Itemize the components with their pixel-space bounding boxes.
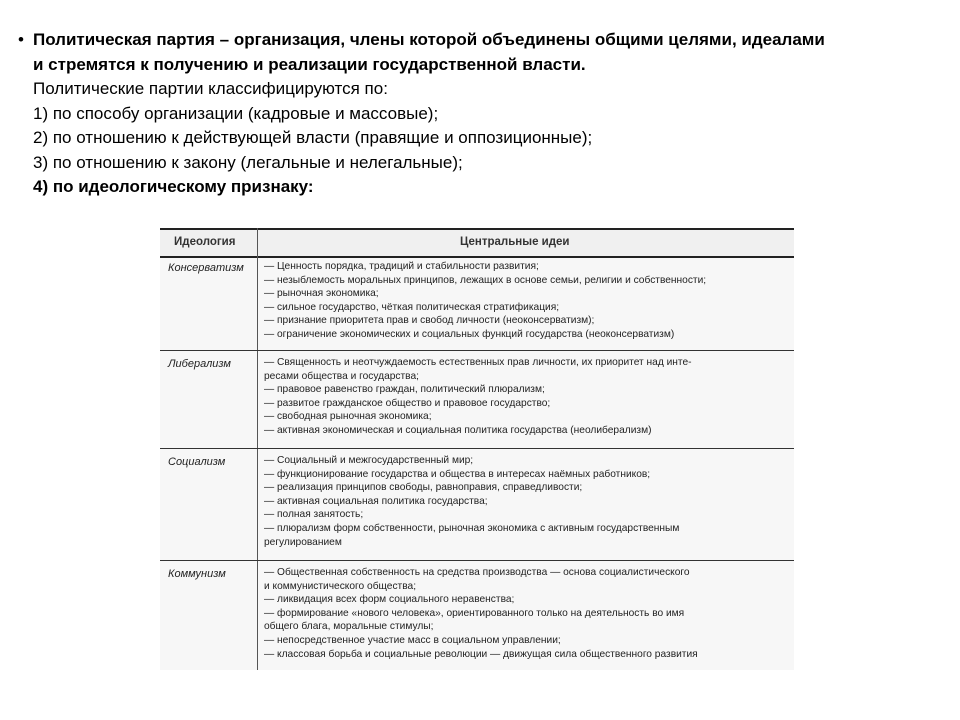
table-row-socialism (160, 450, 794, 561)
slide-text (18, 28, 938, 200)
idea-line: общего блага, моральные стимулы; (264, 621, 434, 633)
idea-line: — полная занятость; (264, 509, 364, 521)
classification-item-3: 3) по отношению к закону (легальные и нелегальные); (33, 152, 463, 172)
classification-item-4: 4) по идеологическому признаку: (33, 177, 314, 196)
table-row-conservatism (160, 256, 794, 351)
row-name: Коммунизм (168, 568, 226, 580)
idea-line: — ликвидация всех форм социального неравенства; (264, 594, 515, 606)
idea-line: — Общественная собственность на средства производства — основа социалистического (264, 567, 690, 578)
idea-line: и коммунистического общества; (264, 580, 417, 592)
bullet-item (18, 28, 938, 200)
table-row-liberalism (160, 352, 794, 449)
classification-intro: Политические партии классифицируются по: (33, 79, 388, 98)
idea-line: — свободная рыночная экономика; (264, 411, 432, 423)
row-name: Либерализм (168, 358, 231, 370)
idea-line: регулированием (264, 536, 342, 548)
idea-line: — функционирование государства и общества в интересах наёмных работников; (264, 468, 651, 480)
row-ideas (264, 566, 790, 661)
idea-line: — правовое равенство граждан, политический плюрализм; (264, 384, 545, 396)
idea-line: — непосредственное участие масс в социальном управлении; (264, 634, 561, 646)
row-ideas (264, 260, 790, 342)
classification-item-1: 1) по способу организации (кадровые и массовые); (33, 103, 439, 123)
idea-line: — ограничение экономических и социальных функций государства (неоконсерватизм) (264, 328, 675, 340)
idea-line: — сильное государство, чёткая политическая стратификация; (264, 301, 560, 313)
table-row-communism (160, 562, 794, 670)
row-name: Социализм (168, 456, 226, 468)
idea-line: — Социальный и межгосударственный мир; (264, 455, 474, 466)
idea-line: — Ценность порядка, традиций и стабильности развития; (264, 261, 539, 272)
idea-line: — активная социальная политика государства; (264, 495, 488, 507)
idea-line: — плюрализм форм собственности, рыночная экономика с активным государственным (264, 522, 680, 534)
idea-line: — рыночная экономика; (264, 288, 379, 300)
idea-line: ресами общества и государства; (264, 370, 419, 382)
idea-line: — признание приоритета прав и свобод личности (неоконсерватизм); (264, 315, 595, 327)
idea-line: — незыблемость моральных принципов, лежащих в основе семьи, религии и собственности; (264, 274, 707, 286)
row-name: Консерватизм (168, 262, 244, 274)
row-ideas (264, 454, 790, 549)
idea-line: — формирование «нового человека», ориентированного только на деятельность во имя (264, 607, 685, 619)
header-central-ideas: Центральные идеи (460, 236, 570, 248)
bullet-body (33, 28, 938, 200)
idea-line: — реализация принципов свободы, равноправия, справедливости; (264, 482, 583, 494)
definition-line-2: и стремятся к получению и реализации государственной власти. (33, 54, 586, 74)
row-ideas (264, 356, 790, 438)
table-header (160, 228, 794, 258)
classification-item-2: 2) по отношению к действующей власти (правящие и оппозиционные); (33, 128, 593, 147)
idea-line: — Священность и неотчуждаемость естественных прав личности, их приоритет над инте- (264, 357, 692, 368)
header-ideology: Идеология (174, 236, 236, 248)
idea-line: — активная экономическая и социальная политика государства (неолиберализм) (264, 424, 652, 436)
bullet-dot: • (18, 30, 24, 49)
idea-line: — классовая борьба и социальные революции — движущая сила общественного развития (264, 648, 698, 660)
definition-line-1: Политическая партия – организация, члены которой объединены общими целями, идеалами (33, 30, 825, 49)
idea-line: — развитое гражданское общество и правовое государство; (264, 397, 551, 409)
ideology-table (160, 228, 794, 670)
